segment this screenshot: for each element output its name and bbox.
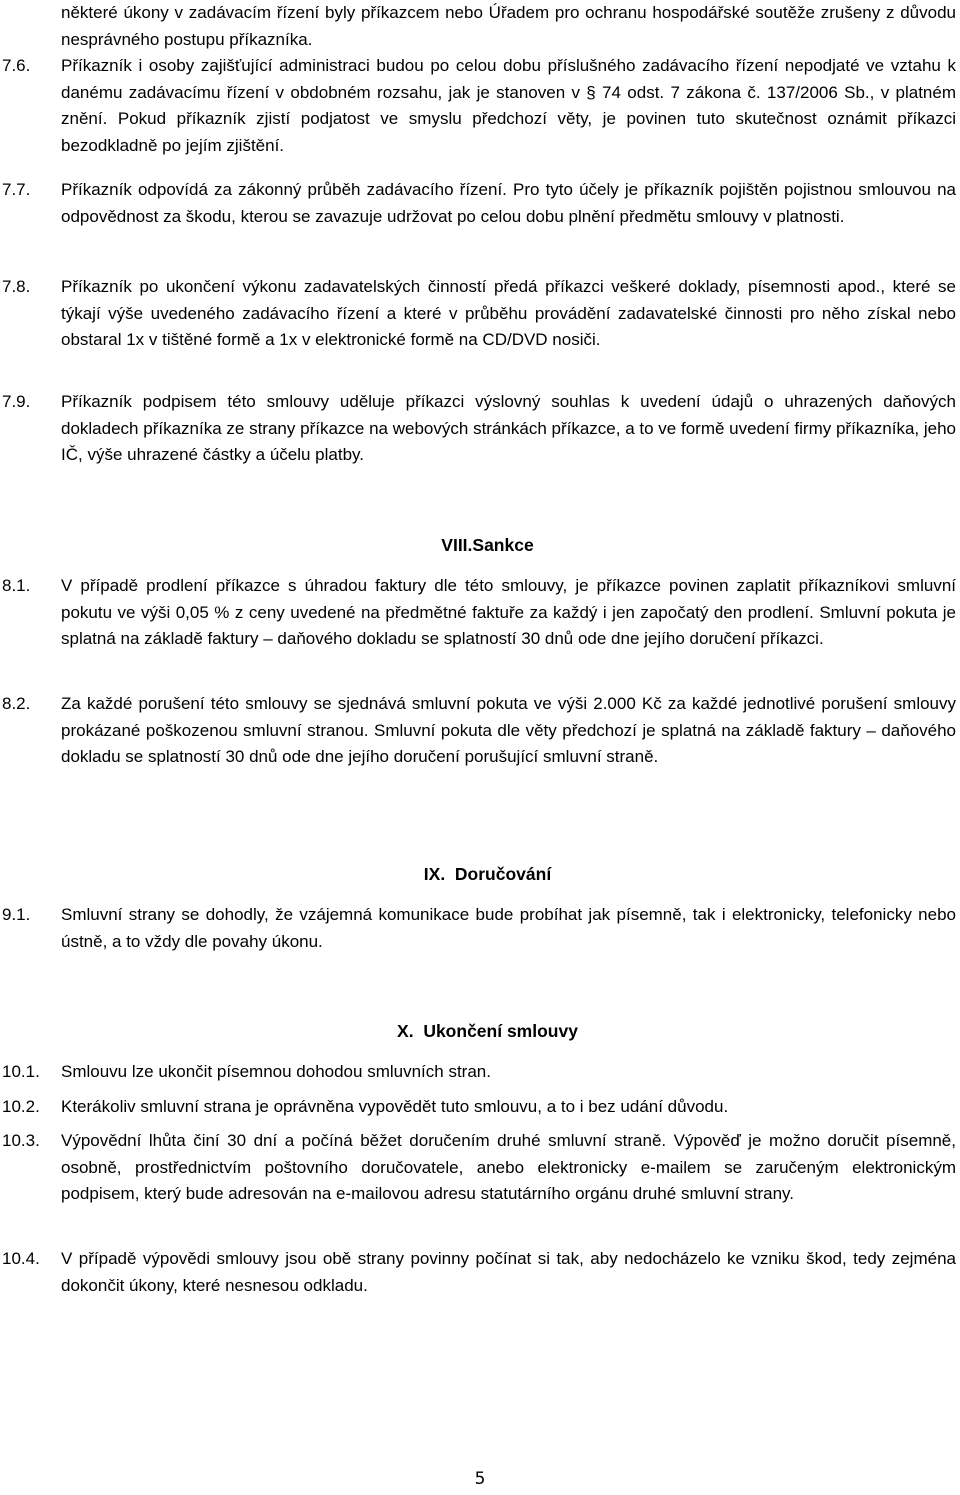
clause-number: 9.1. bbox=[2, 905, 31, 924]
clause-number: 7.9. bbox=[2, 392, 31, 411]
clause-number: 7.8. bbox=[2, 277, 31, 296]
clause-number: 10.3. bbox=[2, 1131, 40, 1150]
clause-number: 8.2. bbox=[2, 694, 31, 713]
clause-8-1 bbox=[0, 573, 960, 653]
intro-paragraph bbox=[0, 0, 960, 53]
clause-9-1 bbox=[0, 902, 960, 955]
section-heading-title: Doručování bbox=[454, 864, 552, 884]
clause-number: 10.2. bbox=[2, 1097, 40, 1116]
clause-text: V případě výpovědi smlouvy jsou obě strany povinny počínat si tak, aby nedocházelo ke vzniku škod, tedy zejména dokončit úkony, které nesnesou odkladu. bbox=[61, 1249, 956, 1295]
clause-text: Příkazník odpovídá za zákonný průběh zadávacího řízení. Pro tyto účely je příkazník pojištěn pojistnou smlouvou na odpovědnost za škodu, kterou se zavazuje udržovat po celou dobu plnění předmětu smlouvy v platnosti. bbox=[61, 180, 956, 226]
clause-text: Příkazník i osoby zajišťující administraci budou po celou dobu příslušného zadávacího řízení nepodjaté ve vztahu k danému zadávacímu řízení v obdobném rozsahu, jak je stanoven v § 74 odst. 7 zákona č. 137/2006 Sb., v platném znění. Pokud příkazník zjistí podjatost ve smyslu předchozí věty, je povinen tuto skutečnost oznámit příkazci bezodkladně po jejím zjištění. bbox=[61, 56, 956, 155]
clause-text: V případě prodlení příkazce s úhradou faktury dle této smlouvy, je příkazce povinen zaplatit příkazníkovi smluvní pokutu ve výši 0,05 % z ceny uvedené na předmětné faktuře za každý i jen započatý den prodlení. Smluvní pokuta je splatná na základě faktury – daňového dokladu se splatností 30 dnů ode dne jejího doručení příkazci. bbox=[61, 576, 956, 648]
clause-7-7 bbox=[0, 177, 960, 230]
section-heading-number: VIII. bbox=[441, 535, 473, 555]
section-heading-title: Sankce bbox=[472, 535, 534, 555]
clause-number: 8.1. bbox=[2, 576, 31, 595]
paragraph-text: některé úkony v zadávacím řízení byly příkazcem nebo Úřadem pro ochranu hospodářské soutěže zrušeny z důvodu nesprávného postupu příkazníka. bbox=[61, 3, 956, 49]
clause-10-2 bbox=[0, 1094, 960, 1121]
clause-number: 10.4. bbox=[2, 1249, 40, 1268]
clause-7-8 bbox=[0, 274, 960, 354]
clause-text: Příkazník podpisem této smlouvy uděluje příkazci výslovný souhlas k uvedení údajů o uhrazených daňových dokladech příkazníka ze strany příkazce na webových stránkách příkazce, a to ve formě uvedení firmy příkazníka, jeho IČ, výše uhrazené částky a účelu platby. bbox=[61, 392, 956, 464]
page-number: 5 bbox=[474, 1469, 486, 1489]
section-heading-title: Ukončení smlouvy bbox=[423, 1021, 578, 1041]
clause-text: Výpovědní lhůta činí 30 dní a počíná běžet doručením druhé smluvní straně. Výpověď je možno doručit písemně, osobně, prostřednictvím poštovního doručovatele, anebo elektronicky e-mailem se zaručeným elektronickým podpisem, který bude adresován na e-mailovou adresu statutárního orgánu druhé smluvní strany. bbox=[61, 1131, 956, 1203]
section-heading-ukonceni bbox=[0, 1018, 960, 1045]
section-heading-number: X. bbox=[397, 1021, 414, 1041]
section-heading-dorucovani bbox=[0, 861, 960, 888]
clause-text: Kterákoliv smluvní strana je oprávněna vypovědět tuto smlouvu, a to i bez udání důvodu. bbox=[61, 1097, 729, 1116]
clause-10-4 bbox=[0, 1246, 960, 1299]
clause-7-9 bbox=[0, 389, 960, 469]
clause-number: 10.1. bbox=[2, 1062, 40, 1081]
clause-8-2 bbox=[0, 691, 960, 771]
section-heading-sankce bbox=[0, 532, 960, 559]
section-heading-number: IX. bbox=[423, 864, 446, 884]
clause-text: Za každé porušení této smlouvy se sjednává smluvní pokuta ve výši 2.000 Kč za každé jednotlivé porušení smlouvy prokázané poškozenou smluvní stranou. Smluvní pokuta dle věty předchozí je splatná na základě faktury – daňového dokladu se splatností 30 dnů ode dne jejího doručení porušující smluvní straně. bbox=[61, 694, 956, 766]
clause-text: Smluvní strany se dohodly, že vzájemná komunikace bude probíhat jak písemně, tak i elektronicky, telefonicky nebo ústně, a to vždy dle povahy úkonu. bbox=[61, 905, 956, 951]
clause-10-1 bbox=[0, 1059, 960, 1086]
clause-number: 7.6. bbox=[2, 56, 31, 75]
clause-7-6 bbox=[0, 53, 960, 159]
clause-10-3 bbox=[0, 1128, 960, 1208]
clause-text: Smlouvu lze ukončit písemnou dohodou smluvních stran. bbox=[61, 1062, 491, 1081]
clause-text: Příkazník po ukončení výkonu zadavatelských činností předá příkazci veškeré doklady, písemnosti apod., které se týkají výše uvedeného zadávacího řízení a které v průběhu provádění zadavatelské činnosti pro něho získal nebo obstaral 1x v tištěné formě a 1x v elektronické formě na CD/DVD nosiči. bbox=[61, 277, 956, 349]
clause-number: 7.7. bbox=[2, 180, 31, 199]
